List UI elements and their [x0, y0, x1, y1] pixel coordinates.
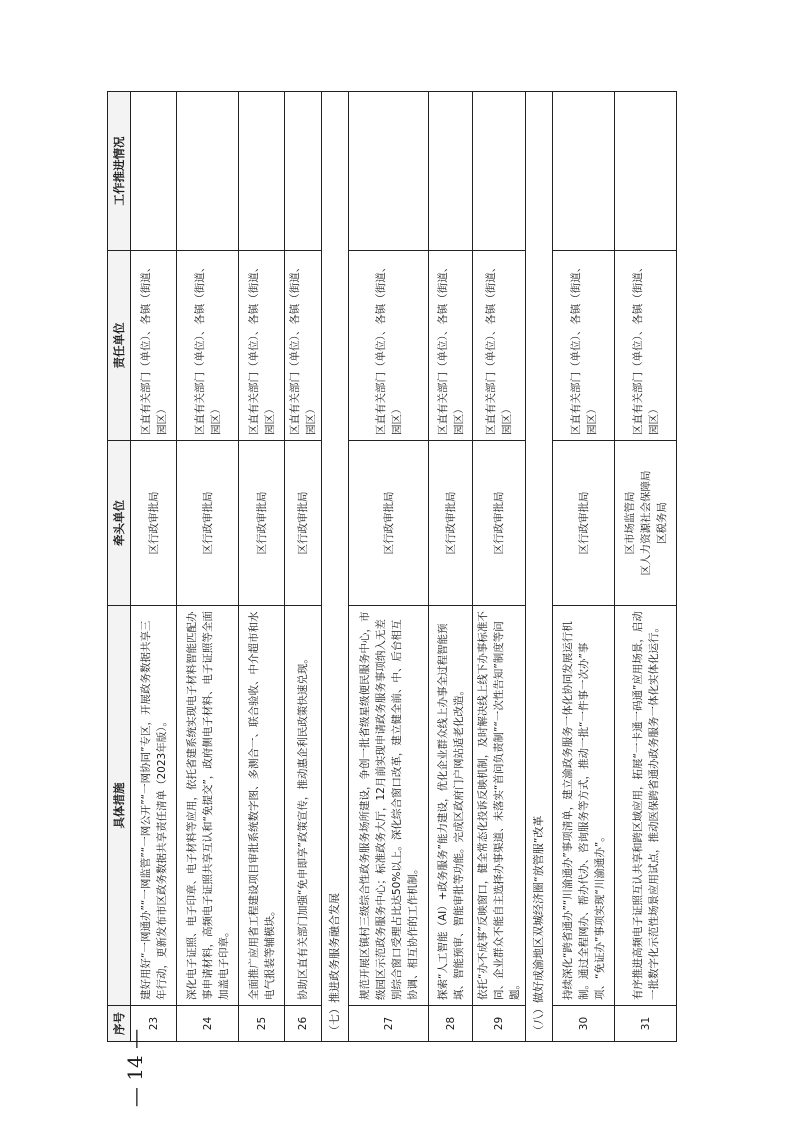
row-responsible-unit: 区直有关部门（单位）、各镇（街道、园区）: [553, 251, 615, 441]
header-lead-unit: 牵头单位: [108, 441, 131, 606]
row-seq: 23: [131, 1006, 177, 1042]
row-lead-unit: 区市场监管局 区人力资源社会保障局 区税务局: [615, 441, 677, 606]
row-lead-unit: 区行政审批局: [553, 441, 615, 606]
row-progress: [473, 92, 526, 251]
table-row: [131, 92, 177, 1042]
row-lead-unit: 区行政审批局: [349, 441, 429, 606]
table-row: [553, 92, 615, 1042]
row-responsible-unit: 区直有关部门（单位）、各镇（街道、园区）: [239, 251, 285, 441]
page-number-text: — 14 —: [123, 1028, 148, 1108]
row-lead-unit: 区行政审批局: [285, 441, 322, 606]
header-measure: 具体措施: [108, 606, 131, 1006]
row-responsible-unit: 区直有关部门（单位）、各镇（街道、园区）: [285, 251, 322, 441]
row-seq: 29: [473, 1006, 526, 1042]
row-responsible-unit: 区直有关部门（单位）、各镇（街道、园区）: [429, 251, 473, 441]
row-lead-unit: 区行政审批局: [239, 441, 285, 606]
row-seq: 31: [615, 1006, 677, 1042]
row-progress: [131, 92, 177, 251]
section-title: （八）做好成渝地区双城经济圈“放管服”改革: [526, 92, 553, 1042]
row-lead-unit: 区行政审批局: [177, 441, 239, 606]
header-seq: 序号: [108, 1006, 131, 1042]
row-measure: 协助区直有关部门加强“免申即享”政策宣传，推动惠企利民政策快速兑现。: [285, 606, 322, 1006]
row-progress: [429, 92, 473, 251]
row-progress: [615, 92, 677, 251]
row-progress: [239, 92, 285, 251]
rotated-table-sheet: [107, 92, 667, 1042]
table-row: [239, 92, 285, 1042]
table-row: [429, 92, 473, 1042]
row-lead-unit: 区行政审批局: [473, 441, 526, 606]
table-row: [177, 92, 239, 1042]
row-progress: [177, 92, 239, 251]
row-responsible-unit: 区直有关部门（单位）、各镇（街道、园区）: [349, 251, 429, 441]
row-measure: 持续深化“跨省通办”“川渝通办”事项清单，建立渝政务服务一体化协同发展运行机制。通过全程网办、帮办代办、咨询服务等方式，推动一批“一件事一次办”事项、“免证办”事项实现“川渝通办”。: [553, 606, 615, 1006]
row-measure: 依托“办不成事”反映窗口，健全常态化投诉反映机制，及时解决线上线下办事标准不同、企业群众不能自主选择办事渠道、未落实“首问负责制”“一次性告知”制度等问题。: [473, 606, 526, 1006]
row-seq: 27: [349, 1006, 429, 1042]
row-responsible-unit: 区直有关部门（单位）、各镇（街道、园区）: [615, 251, 677, 441]
section-row: [322, 92, 349, 1042]
row-lead-unit: 区行政审批局: [429, 441, 473, 606]
row-measure: 有序推进高频电子证照互认共享和跨区域应用，拓展“一卡通一码通”应用场景，启动一批数字化示范性场景应用试点，推动医保跨省通办政务服务一体化实体化运行。: [615, 606, 677, 1006]
table-row: [285, 92, 322, 1042]
row-responsible-unit: 区直有关部门（单位）、各镇（街道、园区）: [177, 251, 239, 441]
row-progress: [349, 92, 429, 251]
header-responsible-unit: 责任单位: [108, 251, 131, 441]
header-progress: 工作推进情况: [108, 92, 131, 251]
row-measure: 探索“人工智能（AI）+政务服务”能力建设，优化企业群众线上办事全过程智能预填、智能预审、智能审批等功能。完成区政府门户网站适老化改造。: [429, 606, 473, 1006]
row-progress: [285, 92, 322, 251]
row-seq: 28: [429, 1006, 473, 1042]
measures-table: [107, 91, 677, 1042]
table-row: [473, 92, 526, 1042]
row-responsible-unit: 区直有关部门（单位）、各镇（街道、园区）: [473, 251, 526, 441]
row-measure: 建好用好“一网通办”“一网监管”“一网公开”“一网协同”专区，开展政务数据共享三年行动，更新发布市区政务数据共享责任清单（2023年版）。: [131, 606, 177, 1006]
table-row: [615, 92, 677, 1042]
row-seq: 25: [239, 1006, 285, 1042]
table-row: [349, 92, 429, 1042]
row-seq: 26: [285, 1006, 322, 1042]
row-measure: 规范开展区镇村三级综合性政务服务场所建设，争创一批省级星级便民服务中心，市级园区示范政务服务中心；标准政务大厅，12月前实现申请政务服务事项纳入无差别综合窗口受理占比达50%以上。深化综合窗口改革，建立健全前、中、后台相互协调、相互协作的工作机制。: [349, 606, 429, 1006]
table-header-row: [108, 92, 131, 1042]
row-seq: 30: [553, 1006, 615, 1042]
row-measure: 全面推广应用省工程建设项目审批系统数字图、多测合一、联合验收、中介超市和水电气报装等辅模块。: [239, 606, 285, 1006]
row-responsible-unit: 区直有关部门（单位）、各镇（街道、园区）: [131, 251, 177, 441]
page-number: [110, 1028, 160, 1108]
row-progress: [553, 92, 615, 251]
section-title: （七）推进政务服务融合发展: [322, 92, 349, 1042]
row-seq: 24: [177, 1006, 239, 1042]
row-measure: 深化电子证照、电子印章、电子材料等应用，依托省建系统实现电子材料智能匹配办事申请材料，高频电子证照共享互认和“免提交”，政府侧电子材料、电子证照等全面加盖电子印章。: [177, 606, 239, 1006]
row-lead-unit: 区行政审批局: [131, 441, 177, 606]
section-row: [526, 92, 553, 1042]
